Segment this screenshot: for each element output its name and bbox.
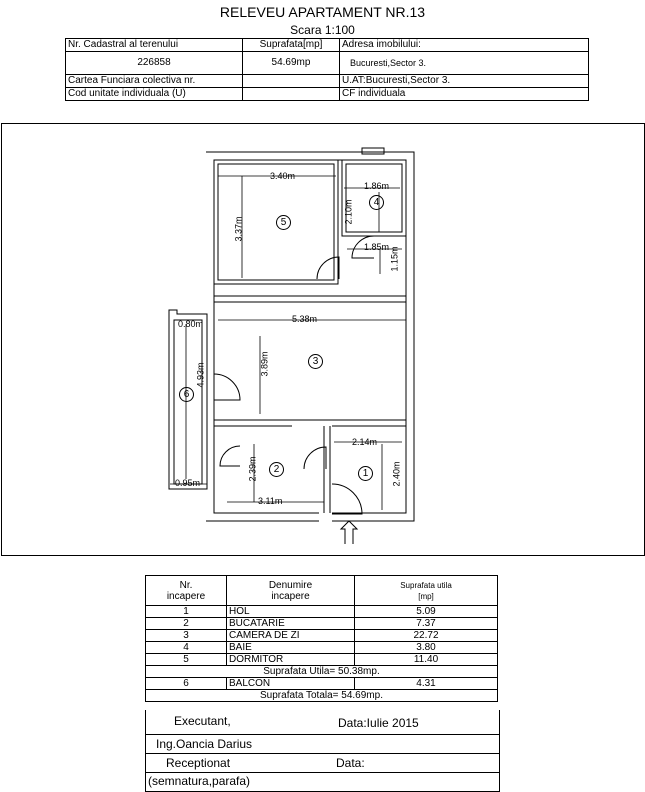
- executant-row: [145, 710, 500, 735]
- dim-5.38: 5.38m: [292, 314, 318, 324]
- dim-0.80: 0.80m: [178, 319, 204, 329]
- receptionat-row: [145, 753, 500, 773]
- col-name-header: Denumire incapere: [227, 576, 355, 606]
- wall-kitchen: [324, 426, 330, 513]
- row-area: 3.80: [355, 642, 498, 654]
- useful-total: Suprafata Utila= 50.38mp.: [146, 666, 498, 678]
- address-label: Adresa imobilului:: [340, 39, 589, 52]
- row-nr: 6: [146, 678, 227, 690]
- room-number-5: 5: [276, 215, 291, 230]
- row-name: BUCATARIE: [227, 618, 355, 630]
- engineer-row: [145, 735, 500, 753]
- date-label: Data:Iulie 2015: [338, 716, 419, 730]
- window-top: [362, 148, 384, 154]
- dim-3.11: 3.11m: [258, 496, 283, 506]
- row-area: 7.37: [355, 618, 498, 630]
- row-area: 5.09: [355, 606, 498, 618]
- row-nr: 5: [146, 654, 227, 666]
- table-row: [146, 630, 498, 642]
- row-name: BALCON: [227, 678, 355, 690]
- cf-label: CF individuala: [340, 88, 589, 101]
- wall-living-bottom: [214, 420, 406, 426]
- engineer-name: Ing.Oancia Darius: [156, 737, 253, 751]
- row-name: DORMITOR: [227, 654, 355, 666]
- header-table: [65, 38, 589, 101]
- row-area: 4.31: [355, 678, 498, 690]
- door-entrance: [332, 484, 362, 514]
- rooms-table: [145, 575, 498, 702]
- dim-4.93: 4.93m: [195, 362, 206, 388]
- cod-surface-empty: [243, 88, 340, 101]
- entrance-arrow: [341, 521, 357, 544]
- table-row: [146, 618, 498, 630]
- table-row: [146, 606, 498, 618]
- surface-label: Suprafata[mp]: [243, 39, 340, 52]
- uat-value: U.AT:Bucuresti,Sector 3.: [340, 75, 589, 88]
- row-nr: 2: [146, 618, 227, 630]
- floor-plan: [2, 124, 644, 555]
- door-bedroom: [317, 257, 339, 279]
- dim-0.95: 0.95m: [175, 478, 201, 488]
- row-area: 11.40: [355, 654, 498, 666]
- grand-total: Suprafata Totala= 54.69mp.: [146, 690, 498, 702]
- cod-label: Cod unitate individuala (U): [66, 88, 243, 101]
- dim-2.10: 2.10m: [343, 199, 354, 225]
- dim-1.15: 1.15m: [389, 246, 400, 272]
- table-row: [146, 642, 498, 654]
- table-row: [146, 678, 498, 690]
- dim-2.14: 2.14m: [352, 437, 378, 447]
- scale-label: Scara 1:100: [290, 23, 355, 37]
- table-row: [146, 654, 498, 666]
- receptionat-label: Receptionat: [166, 756, 231, 770]
- row-nr: 1: [146, 606, 227, 618]
- dim-2.39: 2.39m: [247, 456, 258, 482]
- wall-corridor: [214, 296, 406, 302]
- semnatura-label: (semnatura,parafa): [148, 774, 251, 788]
- page-title: RELEVEU APARTAMENT NR.13: [219, 4, 426, 20]
- carte-label: Cartea Funciara colectiva nr.: [66, 75, 243, 88]
- dim-1.85: 1.85m: [364, 242, 390, 252]
- row-area: 22.72: [355, 630, 498, 642]
- inner-wall-line: [214, 160, 406, 513]
- row-name: HOL: [227, 606, 355, 618]
- dim-3.89: 3.89m: [259, 351, 270, 377]
- door-kitchen: [220, 446, 240, 466]
- door-balcony: [214, 374, 240, 400]
- room-number-4: 4: [369, 195, 384, 210]
- row-nr: 3: [146, 630, 227, 642]
- room-number-2: 2: [269, 462, 284, 477]
- door-hall: [304, 447, 326, 469]
- carte-surface-empty: [243, 75, 340, 88]
- dim-3.37: 3.37m: [233, 216, 244, 242]
- dim-1.86: 1.86m: [364, 181, 390, 191]
- room-number-6: 6: [179, 387, 194, 402]
- room-number-3: 3: [308, 354, 323, 369]
- row-name: BAIE: [227, 642, 355, 654]
- executant-label: Executant,: [174, 714, 231, 728]
- col-nr-header: Nr. incapere: [146, 576, 227, 606]
- surface-value: 54.69mp: [243, 52, 340, 75]
- balcony-inner: [174, 320, 202, 484]
- col-area-header: Suprafata utila [mp]: [355, 576, 498, 606]
- dim-2.40: 2.40m: [391, 461, 402, 487]
- address-value: Bucuresti,Sector 3.: [340, 52, 589, 75]
- semnatura-row: [145, 771, 500, 792]
- dim-3.40: 3.40m: [270, 171, 296, 181]
- room-number-1: 1: [358, 466, 373, 481]
- cadastral-label: Nr. Cadastral al terenului: [66, 39, 243, 52]
- row-name: CAMERA DE ZI: [227, 630, 355, 642]
- date2-label: Data:: [336, 756, 365, 770]
- row-nr: 4: [146, 642, 227, 654]
- floor-plan-frame: [1, 123, 645, 556]
- cadastral-value: 226858: [66, 52, 243, 75]
